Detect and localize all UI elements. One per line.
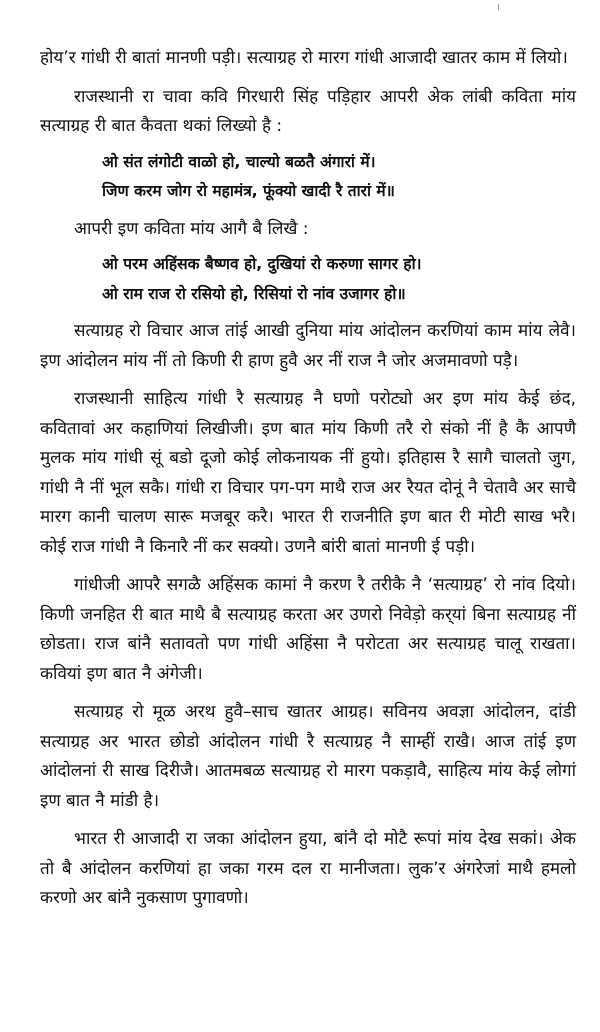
paragraph-independence-movements: भारत री आजादी रा जका आंदोलन हुया, बांनै दो मोटै रूपां मांय देख सकां। अेक तो बै आंदोलन करणियां हा जका गरम दल रा मानीजता। लुक’र अंगरेजां माथै हमलो करणो अर बांनै नुकसाण पुगावणो। [40,829,576,908]
paragraph-satyagraha-idea: सत्याग्रह रो विचार आज तांई आखी दुनिया मांय आंदोलन करणियां काम मांय लेवै। इण आंदोलन मांय नीं तो किणी री हाण हुवै अर नीं राज नै जोर अजमावणो पड़ै। [40,321,576,371]
verse-line: जिण करम जोग रो महामंत्र, फूंक्यो खादी रै तारां में॥ [102,182,395,200]
paragraph-gandhiji-nonviolence: गांधीजी आपरै सगळै अहिंसक कामां नै करण रै तरीकै नै ‘सत्याग्रह’ रो नांव दियो। किणी जनहित री बात माथै बै सत्याग्रह करता अर उणरो निवेड़ो कर्‌यां बिना सत्याग्रह नीं छोडता। राज बांनै सतावतो पण गांधी अहिंसा नै परोटता अर सत्याग्रह चालू राखता। कवियां इण बात नै अंगेजी। [40,575,576,684]
scan-mark [498,4,499,10]
paragraph-poet-intro: राजस्थानी रा चावा कवि गिरधारी सिंह पड़िहार आपरी अेक लांबी कविता मांय सत्याग्रह री बात कैवता थकां लिख्यो है : [40,86,576,136]
paragraph-rajasthani-literature: राजस्थानी साहित्य गांधी रै सत्याग्रह नै घणो परोट्यो अर इण मांय केई छंद, कवितावां अर कहाणियां लिखीजी। इण बात मांय किणी तरै रो संको नीं है कै आपणै मुलक मांय गांधी सूं बडो दूजो कोई लोकनायक नीं हुयो। इतिहास रै सागै चालतो जुग, गांधी नै नीं भूल सकै। गांधी रा विचार पग-पग माथै राज अर रैयत दोनूं नै चेतावै अर साचै मारग कानी चालण सारू मजबूर करै। भारत री राजनीति इण बात री मोटी साख भरै। कोई राज गांधी नै किनारै नीं कर सक्यो। उणनै बांरी बातां मानणी ई पड़ी। [40,389,576,557]
verse-line: ओ संत लंगोटी वाळो हो, चाल्यो बळतै अंगारां में। [102,152,376,171]
verse-block-2 [40,250,576,309]
paragraph-intro: होय’र गांधी री बातां मानणी पड़ी। सत्याग्रह रो मारग गांधी आजादी खातर काम में लियो। [40,48,568,68]
paragraph-meaning-satyagraha: सत्याग्रह रो मूळ अरथ हुवै–साच खातर आग्रह। सविनय अवज्ञा आंदोलन, दांडी सत्याग्रह अर भारत छोडो आंदोलन गांधी रै सत्याग्रह नै साम्हीं राखै। आज तांई इण आंदोलनां री साख दिरीजै। आतमबळ सत्याग्रह रो मारग पकड़ावै, साहित्य मांय केई लोगां इण बात नै मांडी है। [40,702,576,811]
verse-line: ओ राम राज रो रसियो हो, रिसियां रो नांव उजागर हो॥ [102,284,406,303]
verse-block-1 [40,148,576,207]
paragraph-poem-continue: आपरी इण कविता मांय आगै बै लिखै : [74,218,309,239]
verse-line: ओ परम अहिंसक बैष्णव हो, दुखियां रो करुणा सागर हो। [102,255,422,273]
